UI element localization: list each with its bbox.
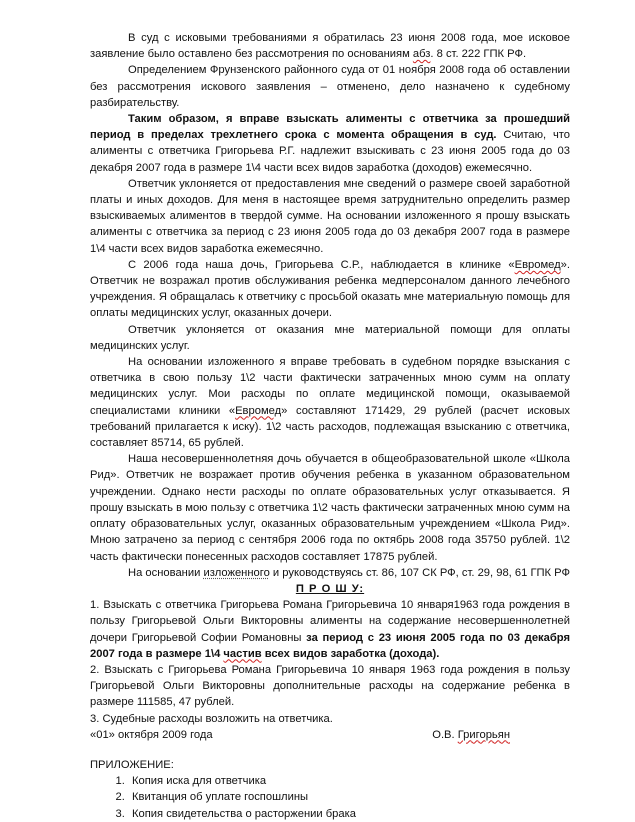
- paragraph-6: Ответчик уклоняется от оказания мне материальной помощи для оплаты медицинских услуг.: [90, 323, 570, 352]
- request-item-1: 1. Взыскать с ответчика Григорьева Романа Григорьевича 10 января1963 года рождения в пользу Григорьевой Ольги Викторовны алименты на содержание несовершеннолетней дочери Григорьевой Софии Романовны за период с 23 июня 2005 года по 03 декабря 2007 года в размере 1\4 частив всех видов заработка (дохода).: [90, 599, 571, 660]
- attachments-title: ПРИЛОЖЕНИЕ:: [90, 758, 174, 771]
- paragraph-8: Наша несовершеннолетняя дочь обучается в общеобразовательной школе «Школа Рид». Ответчик не возражает против обучения ребенка в указанном образовательном учреждении. Однако нести расходы по оплате образовательных услуг отказывается. Я прошу взыскать в мою пользу с ответчика 1\2 часть фактически затраченных мною сумм на оплату образовательных услуг, оказанных образовательным учреждением «Школа Рид». Мною затрачено за период с сентября 2006 года по октябрь 2008 года 35750 рублей. 1\2 часть фактически понесенных расходов составляет 17875 рублей.: [90, 453, 570, 563]
- signature-name: О.В. Григорьян: [432, 728, 510, 741]
- document-page: [90, 30, 570, 822]
- attachment-item: 2. Квитанция об уплате госпошлины: [128, 789, 570, 805]
- paragraph-4: Ответчик уклоняется от предоставления мне сведений о размере своей заработной платы и иных доходов. Для меня в настоящее время затруднительно определить размер взыскиваемых алиментов в твердой сумме. На основании изложенного я прошу взыскать алименты с ответчика за период с 23 июня 2005 года до 03 декабря 2007 года в размере 1\4 части всех видов заработка ежемесячно.: [90, 177, 570, 255]
- spacer: [90, 743, 570, 757]
- attachment-item: 1. Копия иска для ответчика: [128, 773, 570, 789]
- attachment-item: 3. Копия свидетельства о расторжении брака: [128, 806, 570, 822]
- paragraph-2: Определением Фрунзенского районного суда от 01 ноября 2008 года об оставлении без рассмотрения искового заявления – отменено, дело назначено к судебному разбирательству.: [90, 64, 570, 109]
- paragraph-1: В суд с исковыми требованиями я обратилась 23 июня 2008 года, мое исковое заявление было оставлено без рассмотрения по основаниям абз. 8 ст. 222 ГПК РФ.: [90, 32, 570, 61]
- signature-line: [90, 727, 570, 743]
- paragraph-7: На основании изложенного я вправе требовать в судебном порядке взыскания с ответчика в свою пользу 1\2 части фактически затраченных мною сумм на оплату медицинских услуг. Мои расходы по оплате медицинской помощи, оказываемой специалистами клиники «Евромед» составляют 171429, 29 рублей (расчет исковых требований прилагается к иску). 1\2 часть расходов, подлежащая взысканию с ответчика, составляет 85714, 65 рублей.: [90, 356, 571, 450]
- paragraph-9: На основании изложенного и руководствуясь ст. 86, 107 СК РФ, ст. 29, 98, 61 ГПК РФ: [128, 566, 571, 579]
- attachments-list: [90, 773, 570, 822]
- request-item-3: 3. Судебные расходы возложить на ответчика.: [90, 712, 333, 725]
- paragraph-3: Таким образом, я вправе взыскать алименты с ответчика за прошедший период в пределах трехлетнего срока с момента обращения в суд. Считаю, что алименты с ответчика Григорьева Р.Г. надлежит взыскивать с 23 июня 2005 года до 03 декабря 2007 года в размере 1\4 части всех видов заработка (доходов) ежемесячно.: [90, 113, 570, 174]
- document-date: «01» октября 2009 года: [90, 728, 213, 741]
- request-item-2: 2. Взыскать с Григорьева Романа Григорьевича 10 января 1963 года рождения в пользу Григорьевой Ольги Викторовны дополнительные расходы на содержание ребенка в размере 111585, 47 рублей.: [90, 663, 570, 709]
- paragraph-5: С 2006 года наша дочь, Григорьева С.Р., наблюдается в клинике «Евромед». Ответчик не возражал против обслуживания ребенка медперсоналом данного лечебного учреждения. Я обращалась к ответчику с просьбой оказать мне материальную помощь для оплаты медицинских услуг, оказанных дочери.: [90, 258, 570, 320]
- request-heading: П Р О Ш У:: [295, 582, 365, 595]
